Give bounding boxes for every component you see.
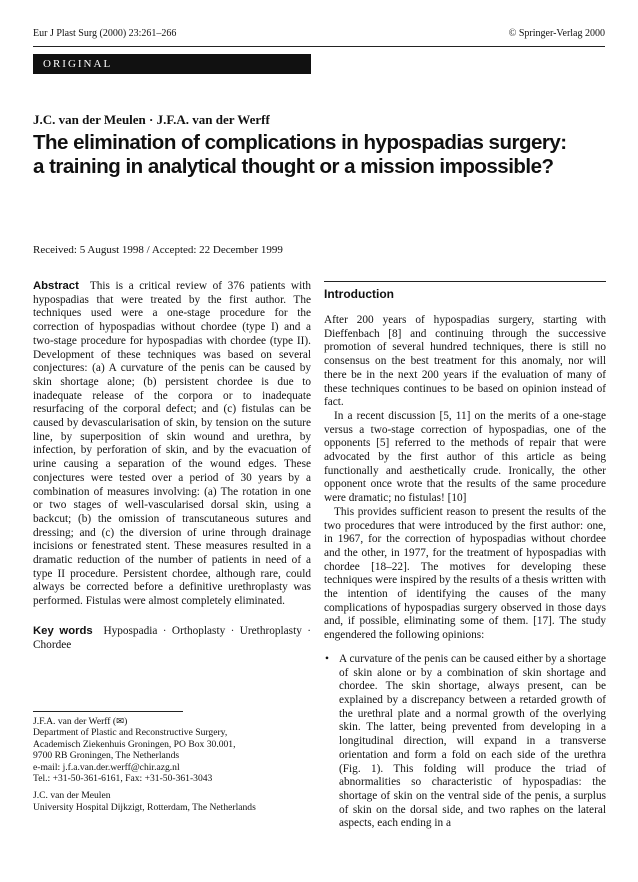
title-line-2: a training in analytical thought or a mission impossible? [33, 155, 554, 178]
affiliation-email: e-mail: j.f.a.van.der.werff@chir.azg.nl [33, 761, 180, 773]
header-rule [33, 46, 605, 47]
affiliation-department: Department of Plastic and Reconstructive Surgery, [33, 727, 228, 739]
introduction-heading: Introduction [324, 287, 394, 301]
opinion-list-item [324, 653, 606, 831]
second-author-hospital: University Hospital Dijkzigt, Rotterdam, The Netherlands [33, 801, 256, 813]
affiliation-phone: Tel.: +31-50-361-6161, Fax: +31-50-361-3043 [33, 773, 213, 785]
affiliation-block [33, 716, 318, 813]
intro-paragraph-1: After 200 years of hypospadias surgery, starting with Dieffenbach [8] and continuing through the successive promotion of several hundred techniques, there is still no consensus on the best treatment for this anomaly, nor will there be in the next 200 years if the evaluation of many of these techniques continues to be based on opinion instead of fact. [324, 314, 606, 409]
intro-paragraph-3: This provides sufficient reason to present the results of the two procedures that were introduced by the first author: one, in 1967, for the correction of hypospadias without chordee and the other, in 1977, for the treatment of hypospadias with chordee [18–22]. The motives for developing these techniques were inspired by the results of a thesis written with the intention of identifying the causes of the many complications of hypospadias surgery observed in those days and, if possible, eliminating some of them. [17]. The study engendered the following opinions: [324, 505, 606, 642]
article-title [33, 131, 613, 179]
publisher-copyright: © Springer-Verlag 2000 [508, 28, 605, 39]
bullet-icon: • [325, 652, 329, 665]
intro-paragraph-2: In a recent discussion [5, 11] on the merits of a one-stage versus a two-stage correction of hypospadias, one of the opponents [5] referred to the methods of repair that were advocated by the first author of this article as being functionally and aesthetically crude. Ironically, the other opponent once wrote that the results of the same procedure were dramatic; no fistulas! [10] [324, 409, 606, 505]
abstract-paragraph [33, 280, 311, 609]
opinion-list [324, 653, 606, 831]
abstract-text: This is a critical review of 376 patients with hypospadias that were treated by the first author. The techniques used were a one-stage procedure for the correction of hypospadias without chordee (type I) and a two-stage procedure for hypospadias with chordee (type II). Development of these techniques was based on several conjectures: (a) A curvature of the penis can be caused by skin shortage alone; (b) persistent chordee is due to inadequate release of the corpora or to inadequate resurfacing of the corporal defect; and (c) fistulas can be caused by devascularisation of skin, by tension on the suture line, by superposition of skin wound and urethra, by infection, by perforation of skin, and by the evacuation of urine causing a separation of the wound edges. These conjectures were tested over a period of 30 years by a combination of measures involving: (a) The rotation in one or two stages of well-vascularised dorsal skin, using a backcut; (b) the omission of transcutaneous sutures and dressing; and (c) the diversion of urine through drainage incisions or fenestrated stent. These measures resulted in a dramatic reduction of the number of patients in need of a type II procedure. Persistent chordee, although rare, could always be corrected before a definitive urethroplasty was performed. Fistulas were almost completely eliminated. [33, 280, 311, 608]
affiliation-hospital: Academisch Ziekenhuis Groningen, PO Box 30.001, [33, 738, 236, 750]
abstract-label: Abstract [33, 280, 79, 292]
author-list: J.C. van der Meulen · J.F.A. van der Werff [33, 112, 270, 127]
affiliation-city: 9700 RB Groningen, The Netherlands [33, 750, 180, 762]
corresponding-author: J.F.A. van der Werff (✉) [33, 716, 128, 727]
journal-citation: Eur J Plast Surg (2000) 23:261–266 [33, 28, 177, 39]
keywords-paragraph [33, 625, 311, 652]
second-author: J.C. van der Meulen [33, 790, 111, 802]
opinion-text: A curvature of the penis can be caused either by a shortage of skin alone or by a combination of skin shortage and chordee. The skin shortage, always present, can be explained by a discrepancy between a retarded growth of the urethral plate and a normal growth of the overlying skin. The latter, being prevented from developing in a longitudinal direction, will expand in a transverse orientation and form a fold on each side of the urethra (Fig. 1). This folding will produce the triad of abnormalities so characteristic of hypospadias: the shortage of skin on the ventral side of the penis, a surplus of skin on the dorsal side, and two raphes on the lateral aspects, each ending in a [339, 652, 606, 830]
received-accepted-dates: Received: 5 August 1998 / Accepted: 22 December 1999 [33, 244, 283, 256]
footnote-rule [33, 711, 183, 712]
keywords-text: Hypospadia · Orthoplasty · Urethroplasty · Chordee [33, 624, 311, 651]
article-type-badge: ORIGINAL [33, 54, 311, 74]
abstract-section [33, 280, 311, 652]
introduction-rule [324, 281, 606, 282]
keywords-label: Key words [33, 624, 93, 637]
introduction-body [324, 314, 606, 831]
title-line-1: The elimination of complications in hypospadias surgery: [33, 131, 567, 154]
